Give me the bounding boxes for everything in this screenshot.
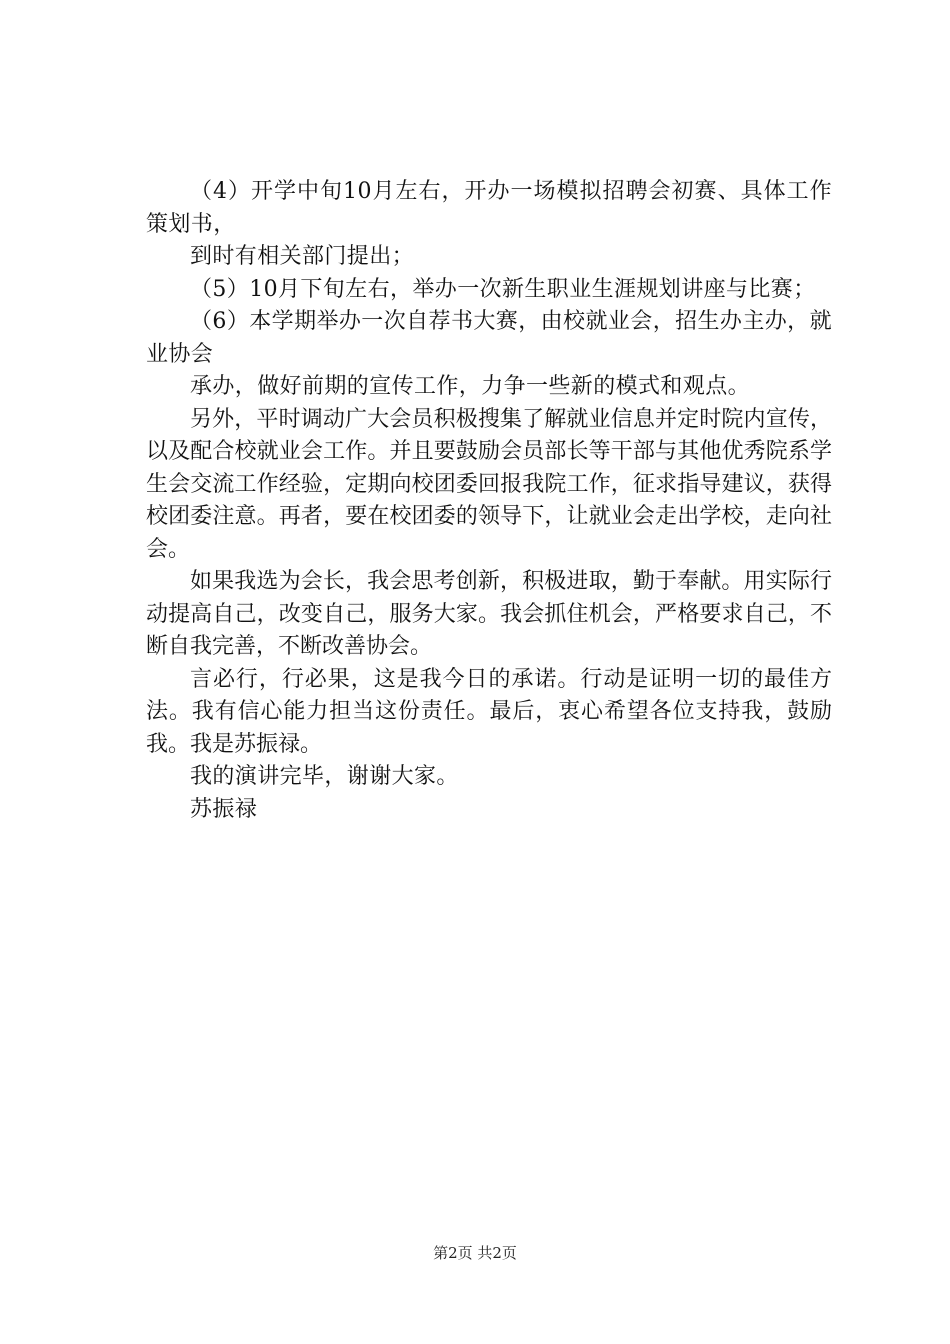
paragraph-commitment: 如果我选为会长，我会思考创新，积极进取，勤于奉献。用实际行动提高自己，改变自己，服务大家。我会抓住机会，严格要求自己，不断自我完善，不断改善协会。 <box>146 569 832 659</box>
paragraph-item-6-continued: 承办，做好前期的宣传工作，力争一些新的模式和观点。 <box>190 374 751 399</box>
page-footer <box>0 1243 950 1263</box>
paragraph-item-6: （6）本学期举办一次自荐书大赛，由校就业会，招生办主办，就业协会 <box>146 309 832 367</box>
paragraph-signature: 苏振禄 <box>190 796 258 822</box>
paragraph-item-4-continued: 到时有相关部门提出； <box>190 244 415 269</box>
paragraph-promise: 言必行，行必果，这是我今日的承诺。行动是证明一切的最佳方法。我有信心能力担当这份责任。最后，衷心希望各位支持我，鼓励我。我是苏振禄。 <box>146 666 832 757</box>
paragraph-closing: 我的演讲完毕，谢谢大家。 <box>190 764 459 789</box>
paragraph-item-5: （5）10月下旬左右，举办一次新生职业生涯规划讲座与比赛； <box>190 276 816 302</box>
page-number-label: 第2页 共2页 <box>433 1244 517 1262</box>
document-body <box>146 176 832 826</box>
paragraph-additional-work: 另外，平时调动广大会员积极搜集了解就业信息并定时院内宣传，以及配合校就业会工作。并且要鼓励会员部长等干部与其他优秀院系学生会交流工作经验，定期向校团委回报我院工作，征求指导建议，获得校团委注意。再者，要在校团委的领导下，让就业会走出学校，走向社会。 <box>146 406 832 562</box>
paragraph-item-4: （4）开学中旬10月左右，开办一场模拟招聘会初赛、具体工作策划书， <box>146 179 832 237</box>
